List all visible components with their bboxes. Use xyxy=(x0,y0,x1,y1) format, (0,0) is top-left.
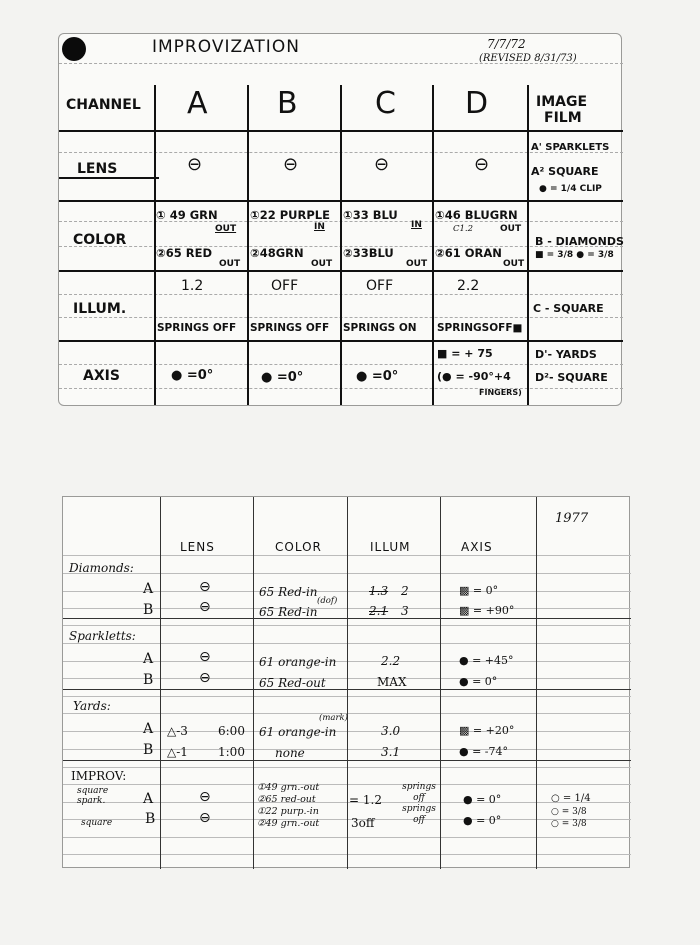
dia-b-lens: ⊖ xyxy=(199,599,211,615)
group-sparkletts: Sparkletts: xyxy=(69,629,136,643)
group-improv: IMPROV: xyxy=(71,769,127,783)
imp-b-sub: square xyxy=(81,818,113,828)
imp-a-sub: square spark. xyxy=(77,786,109,806)
dia-b-color-note: (dof) xyxy=(317,596,338,606)
image-film-d2: D²- SQUARE xyxy=(535,371,608,384)
col-c-header: C xyxy=(375,86,396,121)
yar-a-lens2: 6:00 xyxy=(218,724,245,738)
yar-b-color: none xyxy=(275,746,305,760)
illum-row-label: ILLUM. xyxy=(73,301,127,317)
axis-c: ● =0° xyxy=(356,369,399,384)
lens-row-label: LENS xyxy=(77,161,118,177)
dia-b-illum-old: 2.1 xyxy=(369,604,389,618)
image-film-header-1: IMAGE xyxy=(536,94,588,110)
image-film-b2: ■ = 3/8 ● = 3/8 xyxy=(535,250,614,260)
dia-b-color: 65 Red-in xyxy=(259,605,318,619)
group-diamonds: Diamonds: xyxy=(69,561,134,575)
dia-a-ch: A xyxy=(143,581,154,597)
imp-a-ch: A xyxy=(143,791,154,807)
yar-a-illum: 3.0 xyxy=(381,724,401,738)
imp-b-axis: ● = 0° xyxy=(463,814,502,827)
image-film-d1: D'- YARDS xyxy=(535,348,597,361)
imp-a-extra: ○ = 1/4 xyxy=(551,793,591,804)
springs-b: SPRINGS OFF xyxy=(250,322,330,334)
color-a1-sub: OUT xyxy=(215,224,237,234)
axis-d2: (● = -90°+4 xyxy=(437,370,511,383)
yar-b-axis: ● = -74° xyxy=(459,745,509,758)
illum-a: 1.2 xyxy=(181,278,204,294)
yar-a-lens: △-3 xyxy=(167,724,188,738)
dia-a-axis: ▩ = 0° xyxy=(459,584,499,597)
spa-a-lens: ⊖ xyxy=(199,649,211,665)
spa-b-ch: B xyxy=(143,672,154,688)
lens-c-symbol: ⊖ xyxy=(374,154,390,175)
col-b-header: B xyxy=(277,86,298,121)
axis-d1: ■ = + 75 xyxy=(437,347,493,360)
image-film-header-2: FILM xyxy=(544,110,582,126)
dia-b-axis: ▩ = +90° xyxy=(459,604,515,617)
spa-a-ch: A xyxy=(143,651,154,667)
axis-b: ● =0° xyxy=(261,370,304,385)
lens-d-symbol: ⊖ xyxy=(474,154,490,175)
spa-b-illum: MAX xyxy=(377,675,407,689)
imp-b-extra2: ○ = 3/8 xyxy=(551,819,587,829)
yar-a-color: 61 orange-in xyxy=(259,725,337,739)
image-film-a2: A² SQUARE xyxy=(531,165,599,178)
color-a2: ②65 RED xyxy=(156,246,213,260)
dia-a-illum-old: 1.3 xyxy=(369,584,389,598)
yar-a-color-note: (mark) xyxy=(319,713,348,723)
springs-c: SPRINGS ON xyxy=(343,322,417,334)
imp-b-c1: ①22 purp.-in xyxy=(257,806,319,817)
yar-b-illum: 3.1 xyxy=(381,745,401,759)
dia-b-ch: B xyxy=(143,602,154,618)
color-d2-sub: OUT xyxy=(503,259,525,269)
axis-row-label: AXIS xyxy=(83,368,120,384)
image-film-a1: A' SPARKLETS xyxy=(531,142,610,153)
imp-b-c2: ②49 grn.-out xyxy=(257,818,320,829)
image-film-b1: B - DIAMONDS xyxy=(535,235,624,248)
yar-a-ch: A xyxy=(143,721,154,737)
c2-lens-header: LENS xyxy=(180,540,215,554)
dia-a-lens: ⊖ xyxy=(199,579,211,595)
color-a2-sub: OUT xyxy=(219,259,241,269)
yar-b-lens: △-1 xyxy=(167,745,188,759)
color-d1-sub: OUT xyxy=(500,224,522,234)
spa-a-axis: ● = +45° xyxy=(459,654,514,667)
imp-a-lens: ⊖ xyxy=(199,789,211,805)
color-b1: ①22 PURPLE xyxy=(250,208,330,222)
color-d1: ①46 BLUGRN xyxy=(435,208,518,222)
spa-a-illum: 2.2 xyxy=(381,654,401,668)
color-c1: ①33 BLU xyxy=(343,208,398,222)
revised-date: (REVISED 8/31/73) xyxy=(479,53,577,64)
group-yards: Yards: xyxy=(73,699,111,713)
color-c1-sub: IN xyxy=(411,220,422,230)
lens-b-symbol: ⊖ xyxy=(283,154,299,175)
illum-d: 2.2 xyxy=(457,278,480,294)
dia-a-illum: 2 xyxy=(401,584,409,598)
spa-b-color: 65 Red-out xyxy=(259,676,326,690)
color-d2: ②61 ORAN xyxy=(435,246,502,260)
color-b2: ②48GRN xyxy=(250,246,304,260)
imp-b-extra1: ○ = 3/8 xyxy=(551,807,587,817)
card2-year: 1977 xyxy=(555,511,589,526)
dia-a-color: 65 Red-in xyxy=(259,585,318,599)
col-d-header: D xyxy=(465,86,489,121)
imp-a-axis: ● = 0° xyxy=(463,793,502,806)
yar-a-axis: ▩ = +20° xyxy=(459,724,515,737)
springs-a: SPRINGS OFF xyxy=(157,322,237,334)
card-title: IMPROVIZATION xyxy=(152,37,300,57)
imp-b-illum: 3off xyxy=(351,816,375,830)
imp-a-springs: springs off xyxy=(402,782,436,803)
col-a-header: A xyxy=(187,86,208,121)
spa-b-lens: ⊖ xyxy=(199,670,211,686)
spa-b-axis: ● = 0° xyxy=(459,675,498,688)
channel-header: CHANNEL xyxy=(66,97,141,113)
hole-punch xyxy=(62,37,86,61)
lens-a-symbol: ⊖ xyxy=(187,154,203,175)
card-date: 7/7/72 xyxy=(487,37,526,51)
imp-a-c1: ①49 grn.-out xyxy=(257,782,320,793)
c2-illum-header: ILLUM xyxy=(370,540,411,554)
color-d1-note: C1.2 xyxy=(453,224,474,234)
setup-card-1972 xyxy=(58,33,622,406)
imp-a-c2: ②65 red-out xyxy=(257,794,316,805)
yar-b-ch: B xyxy=(143,742,154,758)
color-c2-sub: OUT xyxy=(406,259,428,269)
color-b2-sub: OUT xyxy=(311,259,333,269)
setup-card-1977 xyxy=(62,496,630,868)
color-row-label: COLOR xyxy=(73,232,127,248)
color-a1: ① 49 GRN xyxy=(156,208,218,222)
imp-b-springs: springs off xyxy=(402,804,436,825)
illum-c: OFF xyxy=(366,278,394,294)
c2-axis-header: AXIS xyxy=(461,540,493,554)
color-b1-sub: IN xyxy=(314,222,325,232)
imp-b-ch: B xyxy=(145,811,156,827)
spa-a-color: 61 orange-in xyxy=(259,655,337,669)
image-film-c1: C - SQUARE xyxy=(533,302,604,315)
imp-a-illum: = 1.2 xyxy=(349,793,382,807)
imp-b-lens: ⊖ xyxy=(199,810,211,826)
axis-a: ● =0° xyxy=(171,368,214,383)
color-c2: ②33BLU xyxy=(343,246,394,260)
image-film-a3: ● = 1/4 CLIP xyxy=(539,184,602,194)
c2-color-header: COLOR xyxy=(275,540,322,554)
springs-d: SPRINGSOFF■ xyxy=(437,322,523,334)
illum-b: OFF xyxy=(271,278,299,294)
dia-b-illum: 3 xyxy=(401,604,409,618)
yar-b-lens2: 1:00 xyxy=(218,745,245,759)
axis-d3: FINGERS) xyxy=(479,388,522,397)
